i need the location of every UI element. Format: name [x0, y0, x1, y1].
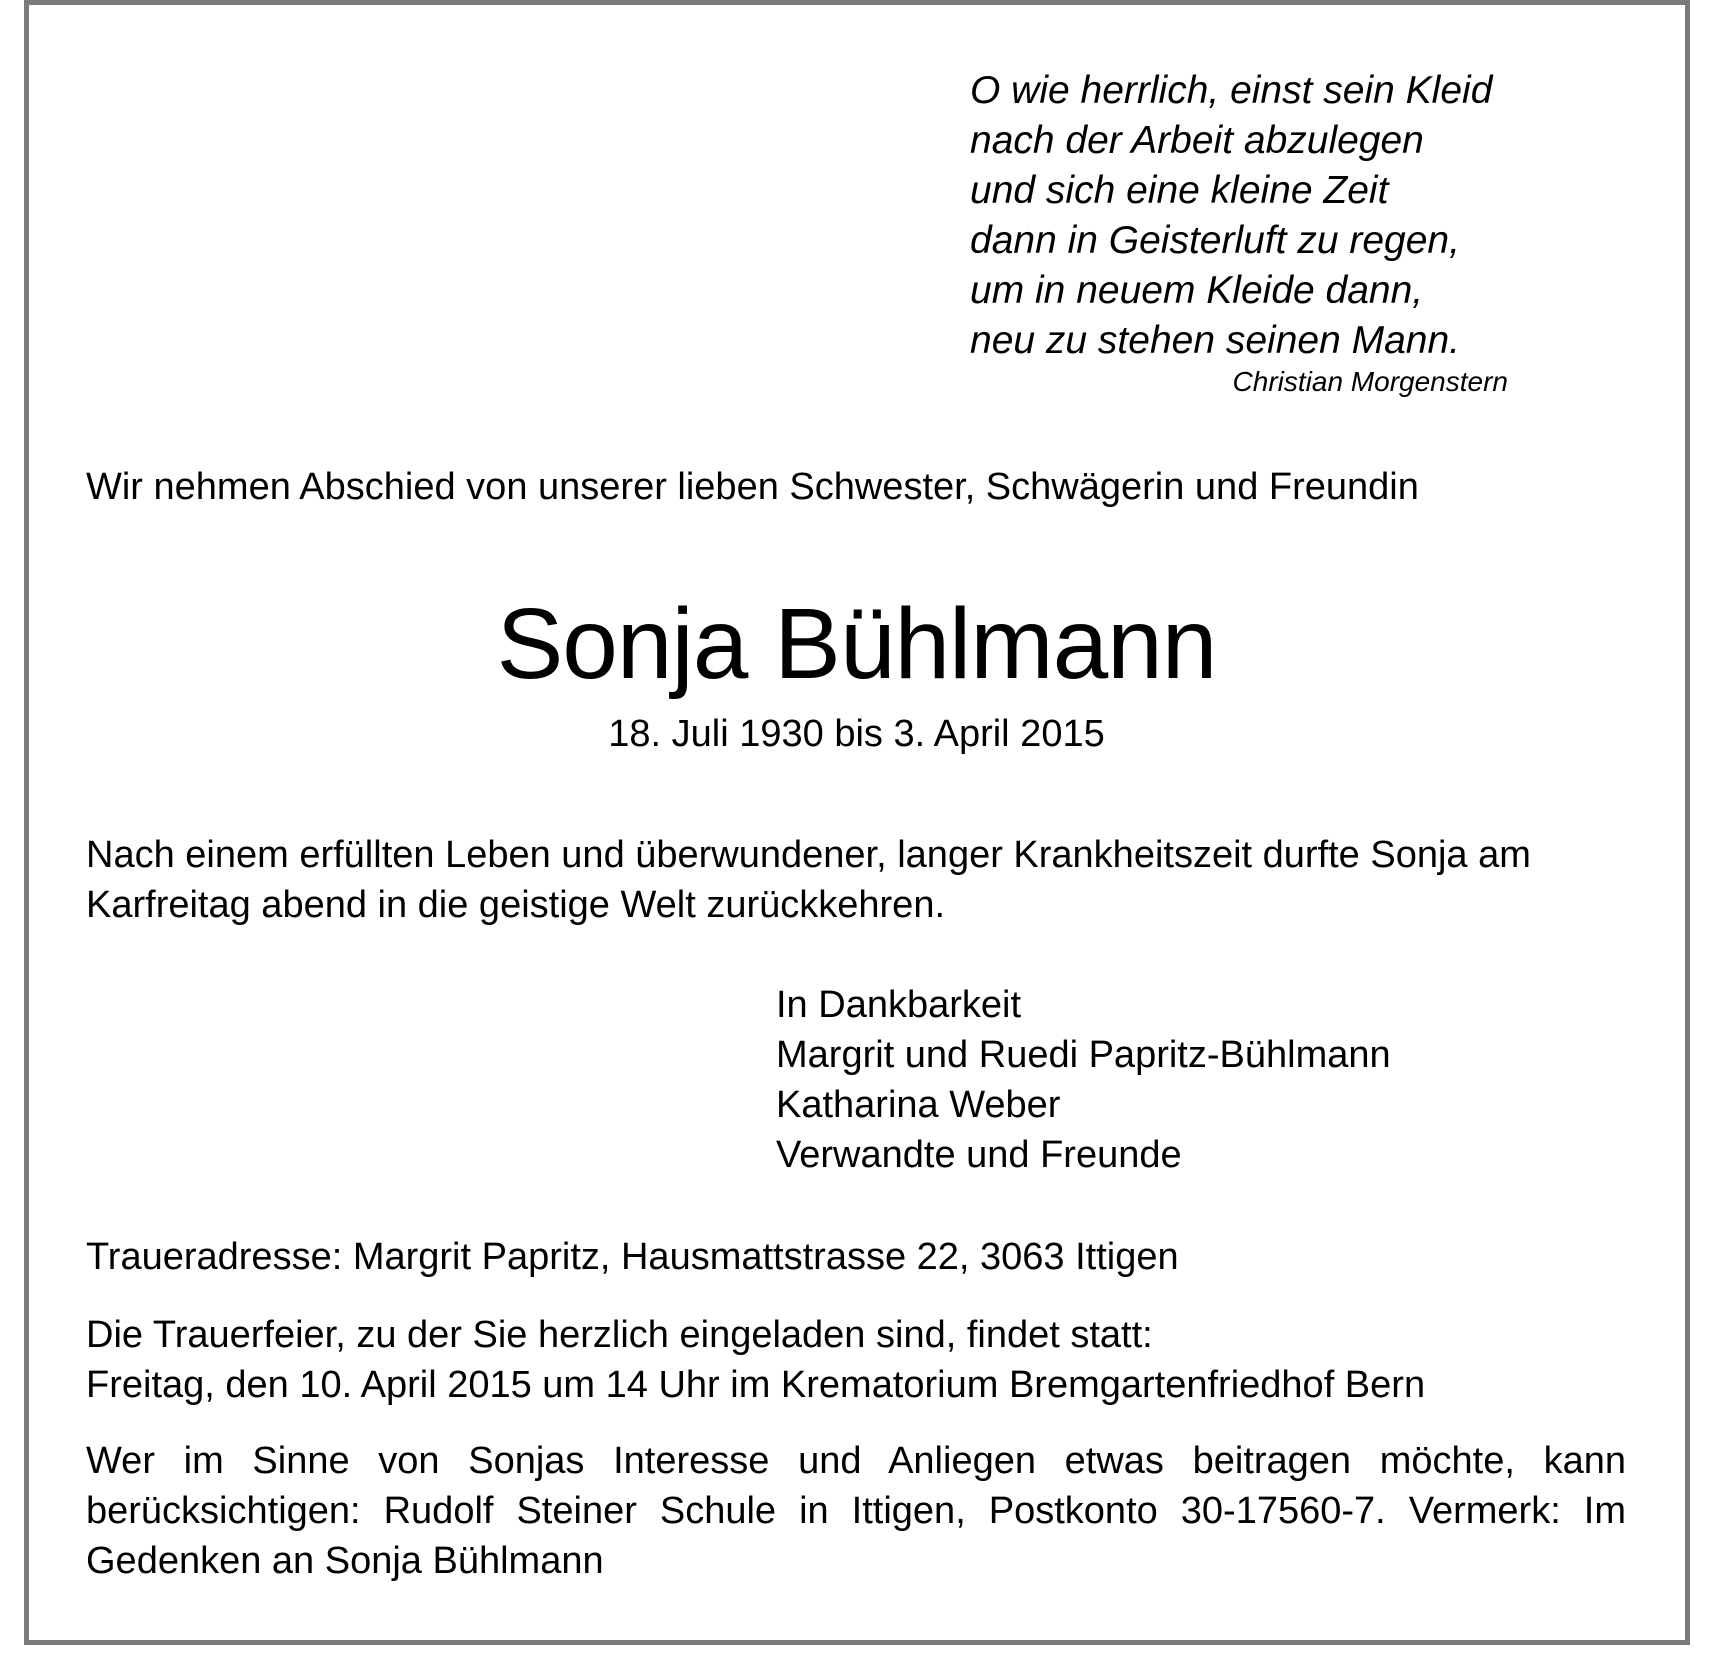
poem-line: neu zu stehen seinen Mann. — [970, 319, 1461, 362]
intro-text: Wir nehmen Abschied von unserer lieben Schwester, Schwägerin und Freundin — [86, 466, 1419, 508]
deceased-name: Sonja Bühlmann — [496, 588, 1217, 700]
poem — [970, 66, 1510, 366]
poem-line: um in neuem Kleide dann, — [970, 269, 1424, 312]
ceremony-line: Freitag, den 10. April 2015 um 14 Uhr im Krematorium Bremgartenfriedhof Bern — [86, 1364, 1426, 1406]
poem-line: und sich eine kleine Zeit — [970, 169, 1389, 212]
ceremony-info — [86, 1310, 1425, 1410]
mourning-address: Traueradresse: Margrit Papritz, Hausmattstrasse 22, 3063 Ittigen — [86, 1236, 1179, 1278]
poem-line: dann in Geisterluft zu regen, — [970, 219, 1460, 262]
poem-line: nach der Arbeit abzulegen — [970, 119, 1424, 162]
message-paragraph: Nach einem erfüllten Leben und überwundener, langer Krankheitszeit durfte Sonja am Karfreitag abend in die geistige Welt zurückkehren. — [86, 834, 1531, 926]
poem-author: Christian Morgenstern — [1232, 366, 1508, 397]
mourners-line: Katharina Weber — [776, 1084, 1061, 1126]
mourners-list — [776, 980, 1391, 1180]
donation-paragraph: Wer im Sinne von Sonjas Interesse und Anliegen etwas beitragen möchte, kann berücksichtigen: Rudolf Steiner Schule in Ittigen, Postkonto 30-17560-7. Vermerk: Im Gedenken an Sonja Bühlmann — [86, 1440, 1626, 1582]
mourners-line: In Dankbarkeit — [776, 984, 1022, 1026]
life-dates: 18. Juli 1930 bis 3. April 2015 — [608, 713, 1105, 755]
poem-line: O wie herrlich, einst sein Kleid — [970, 69, 1493, 112]
ceremony-line: Die Trauerfeier, zu der Sie herzlich eingeladen sind, findet statt: — [86, 1314, 1153, 1356]
mourners-line: Margrit und Ruedi Papritz-Bühlmann — [776, 1034, 1391, 1076]
mourners-line: Verwandte und Freunde — [776, 1134, 1182, 1176]
